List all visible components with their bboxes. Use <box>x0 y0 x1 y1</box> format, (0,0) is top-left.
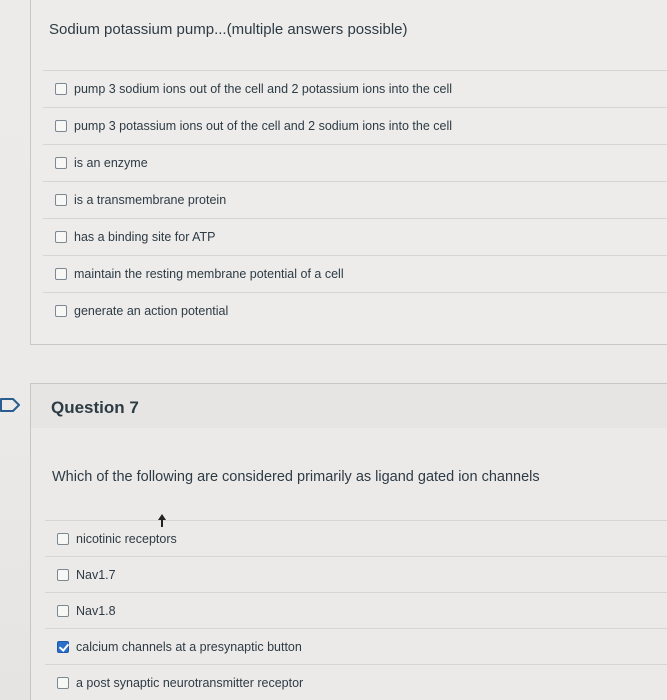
answer-label: Nav1.7 <box>76 567 116 582</box>
answer-label: a post synaptic neurotransmitter receptor <box>76 675 304 690</box>
answer-label: pump 3 sodium ions out of the cell and 2 potassium ions into the cell <box>74 82 452 96</box>
question-6-panel <box>30 0 667 345</box>
mouse-cursor-icon <box>157 514 167 528</box>
answer-option[interactable] <box>43 255 667 292</box>
flag-icon[interactable] <box>0 397 22 413</box>
checkbox-checked[interactable] <box>57 641 69 653</box>
checkbox[interactable] <box>57 569 69 581</box>
answer-option[interactable] <box>43 70 667 107</box>
question-7-title: Question 7 <box>51 398 139 417</box>
question-7-answers <box>45 520 667 700</box>
answer-label: is an enzyme <box>74 156 148 170</box>
answer-option[interactable] <box>45 628 667 664</box>
answer-option[interactable] <box>43 292 667 329</box>
question-6-answers <box>43 70 667 329</box>
checkbox[interactable] <box>55 120 67 132</box>
question-7-panel <box>30 428 667 700</box>
answer-option[interactable] <box>43 107 667 144</box>
answer-option[interactable] <box>45 592 667 628</box>
question-6-text: Sodium potassium pump...(multiple answers possible) <box>49 21 408 38</box>
answer-label: maintain the resting membrane potential of a cell <box>74 267 344 281</box>
checkbox[interactable] <box>57 677 69 689</box>
question-7-text: Which of the following are considered primarily as ligand gated ion channels <box>52 469 540 485</box>
checkbox[interactable] <box>55 83 67 95</box>
answer-label: nicotinic receptors <box>76 531 177 546</box>
checkbox[interactable] <box>55 305 67 317</box>
answer-option[interactable] <box>43 181 667 218</box>
answer-option[interactable] <box>43 144 667 181</box>
answer-label: is a transmembrane protein <box>74 193 227 207</box>
checkbox[interactable] <box>55 157 67 169</box>
question-7-header <box>30 383 667 429</box>
answer-option[interactable] <box>45 520 667 556</box>
checkbox[interactable] <box>55 231 67 243</box>
answer-label: calcium channels at a presynaptic button <box>76 639 302 654</box>
answer-label: pump 3 potassium ions out of the cell and 2 sodium ions into the cell <box>74 119 452 133</box>
answer-option[interactable] <box>45 664 667 700</box>
checkbox[interactable] <box>55 194 67 206</box>
answer-label: has a binding site for ATP <box>74 230 216 244</box>
answer-label: Nav1.8 <box>76 603 116 618</box>
answer-option[interactable] <box>43 218 667 255</box>
answer-option[interactable] <box>45 556 667 592</box>
checkbox[interactable] <box>55 268 67 280</box>
checkbox[interactable] <box>57 533 69 545</box>
checkbox[interactable] <box>57 605 69 617</box>
answer-label: generate an action potential <box>74 304 229 318</box>
